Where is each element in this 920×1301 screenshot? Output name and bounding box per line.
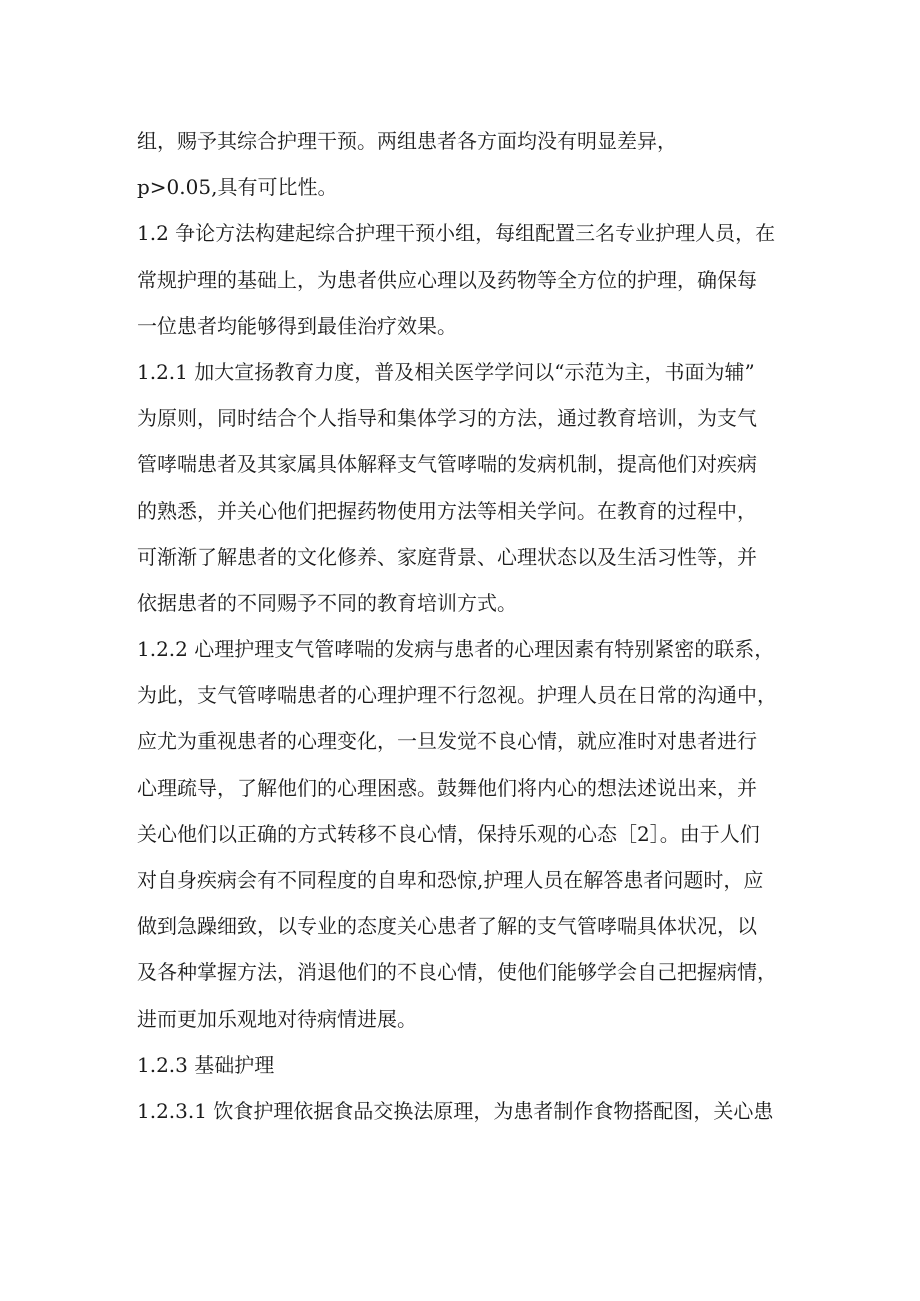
- text-line: 可渐渐了解患者的文化修养、家庭背景、心理状态以及生活习性等，并: [137, 544, 757, 569]
- text-line: p>0.05,具有可比性。: [137, 175, 338, 200]
- text-line: 关心他们以正确的方式转移不良心情，保持乐观的心态［2］。由于人们: [137, 821, 760, 846]
- section-heading-1-2-3-1: 1.2.3.1 饮食护理依据食品交换法原理，为患者制作食物搭配图，关心患: [137, 1098, 774, 1123]
- body-text: [137, 118, 787, 1134]
- text-line: 依据患者的不同赐予不同的教育培训方式。: [137, 590, 517, 615]
- text-line: 一位患者均能够得到最佳治疗效果。: [137, 313, 457, 338]
- text-line: 的熟悉，并关心他们把握药物使用方法等相关学问。在教育的过程中，: [137, 498, 757, 523]
- section-heading-1-2-2: 1.2.2 心理护理支气管哮喘的发病与患者的心理因素有特别紧密的联系，: [137, 637, 775, 662]
- text-line: 对自身疾病会有不同程度的自卑和恐惊,护理人员在解答患者问题时，应: [137, 868, 764, 892]
- section-heading-1-2-3: 1.2.3 基础护理: [137, 1052, 275, 1077]
- section-heading-1-2-1: 1.2.1 加大宣扬教育力度，普及相关医学学问以“示范为主，书面为辅”: [137, 359, 755, 384]
- text-line: 进而更加乐观地对待病情进展。: [137, 1006, 417, 1031]
- text-line: 为原则，同时结合个人指导和集体学习的方法，通过教育培训，为支气: [137, 406, 757, 431]
- text-line: 应尤为重视患者的心理变化，一旦发觉不良心情，就应准时对患者进行: [137, 729, 757, 754]
- text-line: 做到急躁细致，以专业的态度关心患者了解的支气管哮喘具体状况，以: [137, 914, 757, 939]
- text-line: 组，赐予其综合护理干预。两组患者各方面均没有明显差异，: [137, 129, 677, 153]
- text-line: 心理疏导，了解他们的心理困惑。鼓舞他们将内心的想法述说出来，并: [137, 775, 757, 800]
- text-line: 常规护理的基础上，为患者供应心理以及药物等全方位的护理，确保每: [137, 267, 757, 292]
- section-heading-1-2: 1.2 争论方法构建起综合护理干预小组，每组配置三名专业护理人员，在: [137, 221, 776, 246]
- text-line: 为此，支气管哮喘患者的心理护理不行忽视。护理人员在日常的沟通中，: [137, 683, 777, 708]
- text-line: 管哮喘患者及其家属具体解释支气管哮喘的发病机制，提高他们对疾病: [137, 452, 757, 477]
- text-line: 及各种掌握方法，消退他们的不良心情，使他们能够学会自己把握病情，: [137, 960, 777, 985]
